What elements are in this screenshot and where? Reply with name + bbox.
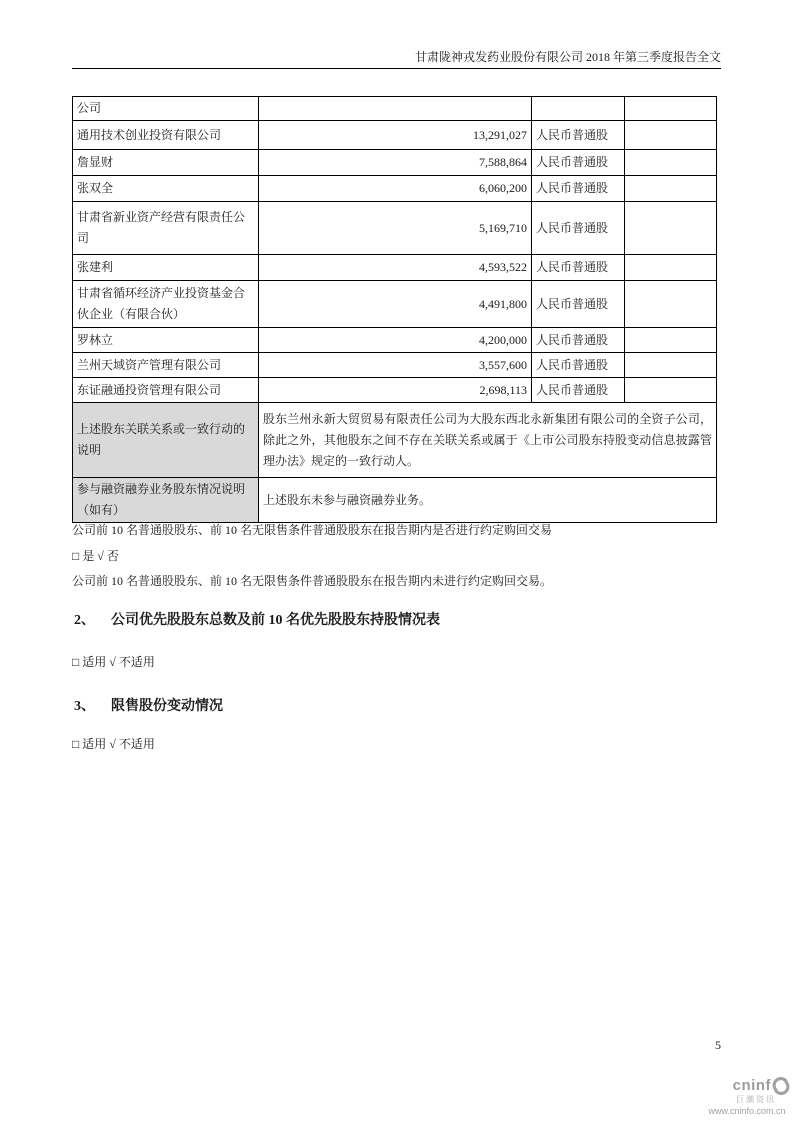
empty-cell xyxy=(625,176,717,202)
table-row xyxy=(73,378,717,403)
empty-cell xyxy=(625,281,717,328)
applicable-checkbox-line: □ 适用 √ 不适用 xyxy=(72,655,155,669)
section-heading-2 xyxy=(74,612,714,630)
section-number: 2、 xyxy=(74,613,95,628)
shareholder-name: 通用技术创业投资有限公司 xyxy=(73,121,259,150)
section-number: 3、 xyxy=(74,699,95,714)
share-type: 人民币普通股 xyxy=(532,255,625,281)
repurchase-checkbox-line: □ 是 √ 否 xyxy=(72,549,119,563)
empty-cell xyxy=(625,353,717,378)
shareholder-name: 公司 xyxy=(73,97,259,121)
repurchase-question: 公司前 10 名普通股股东、前 10 名无限售条件普通股股东在报告期内是否进行约定购回交易 xyxy=(72,523,553,537)
table-row xyxy=(73,202,717,255)
note-content: 上述股东未参与融资融券业务。 xyxy=(259,478,717,523)
note-content: 股东兰州永新大贸贸易有限责任公司为大股东西北永新集团有限公司的全资子公司，除此之外，其他股东之间不存在关联关系或属于《上市公司股东持股变动信息披露管理办法》规定的一致行动人。 xyxy=(259,403,717,478)
section-title: 公司优先股股东总数及前 10 名优先股股东持股情况表 xyxy=(111,613,440,628)
share-type: 人民币普通股 xyxy=(532,202,625,255)
note-row xyxy=(73,478,717,523)
empty-cell xyxy=(625,202,717,255)
shareholder-name: 甘肃省新业资产经营有限责任公司 xyxy=(73,202,259,255)
share-type: 人民币普通股 xyxy=(532,353,625,378)
shareholder-name: 张双全 xyxy=(73,176,259,202)
empty-cell xyxy=(625,121,717,150)
applicable-checkbox-line: □ 适用 √ 不适用 xyxy=(72,737,155,751)
shareholder-name: 张建利 xyxy=(73,255,259,281)
share-type xyxy=(532,97,625,121)
shares-held: 4,593,522 xyxy=(259,255,532,281)
empty-cell xyxy=(625,378,717,403)
shareholder-name: 兰州天域资产管理有限公司 xyxy=(73,353,259,378)
shares-held: 6,060,200 xyxy=(259,176,532,202)
note-label: 参与融资融券业务股东情况说明（如有） xyxy=(73,478,259,523)
cninfo-logo xyxy=(704,1077,790,1116)
share-type: 人民币普通股 xyxy=(532,121,625,150)
cninfo-url: www.cninfo.com.cn xyxy=(708,1106,786,1116)
shareholder-name: 詹显财 xyxy=(73,150,259,176)
shares-held: 4,491,800 xyxy=(259,281,532,328)
section-title: 限售股份变动情况 xyxy=(111,699,223,714)
share-type: 人民币普通股 xyxy=(532,378,625,403)
empty-cell xyxy=(625,150,717,176)
share-type: 人民币普通股 xyxy=(532,328,625,353)
shareholder-name: 甘肃省循环经济产业投资基金合伙企业（有限合伙） xyxy=(73,281,259,328)
shares-held: 4,200,000 xyxy=(259,328,532,353)
shares-held: 2,698,113 xyxy=(259,378,532,403)
shares-held: 5,169,710 xyxy=(259,202,532,255)
empty-cell xyxy=(625,328,717,353)
table-row xyxy=(73,150,717,176)
note-row xyxy=(73,403,717,478)
table-row xyxy=(73,97,717,121)
shares-held: 13,291,027 xyxy=(259,121,532,150)
table-row xyxy=(73,121,717,150)
empty-cell xyxy=(625,255,717,281)
cninfo-chinese-name: 巨潮资讯 xyxy=(736,1095,776,1104)
empty-cell xyxy=(625,97,717,121)
share-type: 人民币普通股 xyxy=(532,281,625,328)
share-type: 人民币普通股 xyxy=(532,176,625,202)
document-header-title: 甘肃陇神戎发药业股份有限公司 2018 年第三季度报告全文 xyxy=(72,50,721,69)
cninfo-swirl-icon xyxy=(772,1077,790,1095)
shares-held: 3,557,600 xyxy=(259,353,532,378)
section-heading-3 xyxy=(74,698,714,716)
page-number: 5 xyxy=(715,1038,721,1052)
shares-held xyxy=(259,97,532,121)
shareholder-name: 罗林立 xyxy=(73,328,259,353)
table-row xyxy=(73,255,717,281)
shareholders-table xyxy=(72,96,717,523)
table-row xyxy=(73,353,717,378)
table-row xyxy=(73,328,717,353)
repurchase-answer: 公司前 10 名普通股股东、前 10 名无限售条件普通股股东在报告期内未进行约定购回交易。 xyxy=(72,574,553,588)
table-row xyxy=(73,281,717,328)
shareholder-name: 东证融通投资管理有限公司 xyxy=(73,378,259,403)
shares-held: 7,588,864 xyxy=(259,150,532,176)
note-label: 上述股东关联关系或一致行动的说明 xyxy=(73,403,259,478)
table-row xyxy=(73,176,717,202)
share-type: 人民币普通股 xyxy=(532,150,625,176)
cninfo-brand-text: cninf xyxy=(732,1076,771,1094)
